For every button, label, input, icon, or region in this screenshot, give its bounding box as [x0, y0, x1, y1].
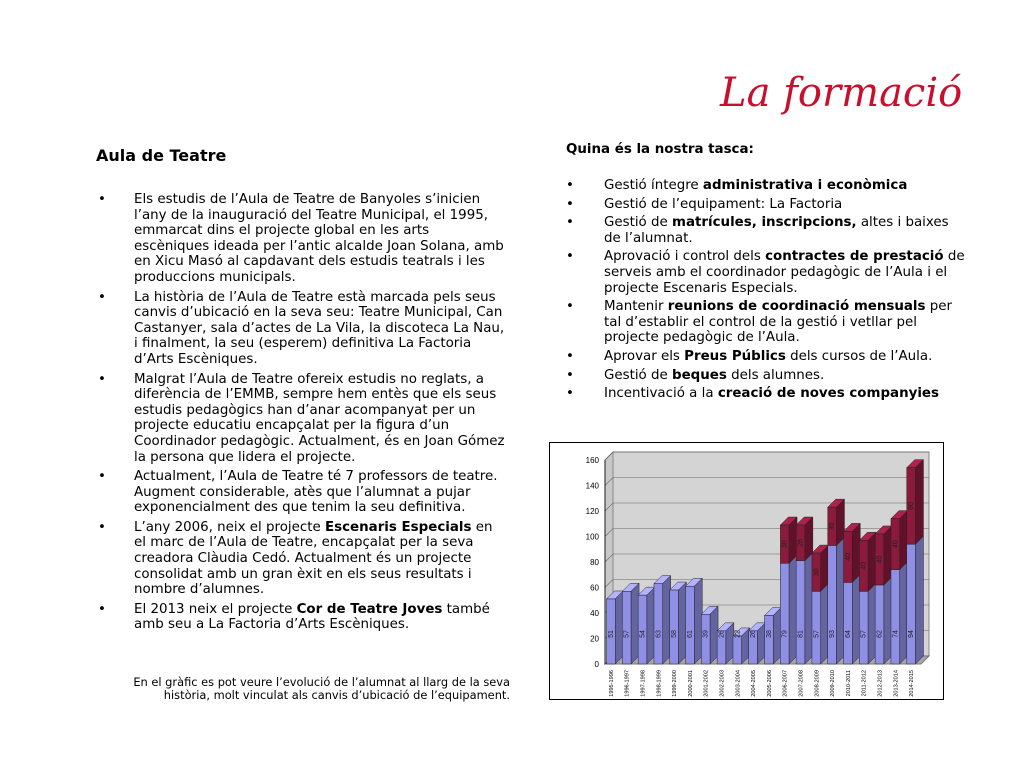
x-tick-label: 2012-2013: [877, 670, 884, 697]
data-label: 30: [813, 568, 821, 577]
bar-aula-side: [694, 578, 702, 664]
data-label: 57: [860, 630, 868, 638]
data-label: 40: [892, 540, 900, 549]
bar-aula: [844, 582, 853, 664]
data-label: 94: [908, 630, 916, 638]
data-label: 74: [892, 630, 900, 638]
x-tick-label: 2014-2015: [909, 670, 916, 697]
bar-aula-side: [789, 555, 797, 664]
data-label: 39: [702, 630, 710, 638]
right-heading: Quina és la nostra tasca:: [566, 142, 754, 157]
y-tick-label: 100: [585, 532, 599, 542]
bar-aula: [765, 616, 774, 664]
y-tick-label: 40: [590, 609, 599, 618]
data-label: 58: [671, 630, 679, 638]
bar-aula-side: [821, 583, 829, 664]
bullet-icon: •: [98, 601, 106, 617]
x-tick-label: 1995-1996: [608, 670, 615, 697]
left-heading: Aula de Teatre: [96, 146, 227, 165]
bullet-icon: •: [566, 196, 574, 212]
y-tick-label: 20: [590, 634, 599, 644]
x-tick-label: 2002-2003: [719, 670, 726, 697]
bullet-icon: •: [566, 299, 574, 315]
data-label: 22: [734, 630, 742, 638]
list-item: • Gestió íntegre administrativa i econòmica: [566, 178, 908, 193]
x-tick-label: 2004-2005: [751, 670, 758, 697]
list-item: • Gestió de l’equipament: La Factoria: [566, 196, 843, 212]
list-item: • La història de l’Aula de Teatre està marcada pels seus canvis d’ubicació en la seva seu: Teatre Municipal, Can Castanyer, sala d’actes de La Vila, la discoteca La Nau, i finalment, la seu (esperem) definitiva La Factoria d’Arts Escèniques.: [98, 289, 505, 367]
data-label: 26: [750, 630, 758, 638]
bar-aula: [859, 591, 868, 664]
y-tick-label: 120: [585, 507, 599, 516]
left-bullet-list: [98, 192, 508, 637]
x-tick-label: 2000-2001: [687, 670, 694, 697]
data-label: 81: [797, 630, 805, 638]
bar-aula: [796, 561, 805, 664]
data-label: 63: [655, 630, 663, 638]
data-label: 26: [718, 630, 726, 638]
bullet-icon: •: [566, 386, 574, 402]
bar-aula-side: [915, 536, 923, 664]
x-tick-label: 2010-2011: [845, 670, 852, 697]
bar-escenaris-side: [821, 545, 829, 591]
list-item: • Gestió de matrícules, inscripcions, altes i baixes de l’alumnat.: [566, 215, 949, 246]
x-tick-label: 1999-2000: [672, 670, 679, 697]
list-item: • Mantenir reunions de coordinació mensuals per tal d’establir el control de la gestió i vetllar pel projecte pedagògic de l’Aula.: [566, 299, 953, 346]
bullet-icon: •: [566, 215, 574, 231]
right-bullet-list: [566, 178, 966, 405]
bullet-icon: •: [566, 348, 574, 364]
bar-aula: [780, 563, 789, 664]
bar-escenaris-side: [868, 532, 876, 591]
bar-escenaris-side: [789, 517, 797, 563]
bar-aula-side: [852, 574, 860, 664]
x-tick-label: 1996-1997: [624, 670, 631, 697]
data-label: 60: [908, 502, 916, 510]
y-tick-label: 160: [585, 456, 599, 465]
x-tick-label: 2013-2014: [893, 670, 900, 697]
bullet-icon: •: [98, 469, 106, 485]
list-item: • Gestió de beques dels alumnes.: [566, 367, 825, 383]
data-label: 79: [781, 630, 789, 638]
x-tick-label: 2005-2006: [766, 670, 773, 697]
bar-aula: [654, 584, 663, 664]
bar-aula-side: [900, 562, 908, 664]
list-item: • El 2013 neix el projecte Cor de Teatre Joves també amb seu a La Factoria d’Arts Escèniques.: [98, 601, 490, 633]
bar-escenaris-side: [852, 523, 860, 582]
bar-escenaris-side: [805, 517, 813, 561]
bar-aula: [875, 585, 884, 664]
x-tick-label: 2008-2009: [814, 670, 821, 697]
data-label: 40: [844, 553, 852, 561]
bullet-icon: •: [98, 519, 106, 535]
x-tick-label: 2003-2004: [735, 670, 742, 697]
data-label: 64: [844, 630, 852, 638]
enrollment-chart: [549, 442, 944, 700]
chart-caption: En el gràfic es pot veure l’evolució de l’alumnat al llarg de la seva història, molt vinculat als canvis d’ubicació de l’equipament.: [133, 675, 510, 702]
data-label: 30: [829, 522, 837, 531]
bar-aula: [670, 590, 679, 664]
bullet-icon: •: [98, 371, 106, 387]
data-label: 38: [765, 630, 773, 638]
list-item: • Aprovació i control dels contractes de prestació de serveis amb el coordinador pedagògic de l’Aula i el projecte Escenaris Especials.: [566, 249, 965, 296]
x-tick-label: 2001-2002: [703, 670, 710, 697]
bar-aula: [686, 586, 695, 664]
y-tick-label: 140: [585, 481, 599, 491]
bar-aula: [622, 591, 631, 664]
bar-aula-side: [868, 583, 876, 664]
x-tick-label: 1997-1998: [640, 670, 647, 697]
bar-escenaris-side: [884, 526, 892, 585]
bullet-icon: •: [566, 178, 574, 193]
x-tick-label: 2007-2008: [798, 670, 805, 697]
x-tick-label: 2009-2010: [830, 670, 837, 697]
bar-escenaris-side: [915, 460, 923, 545]
bar-aula-side: [836, 537, 844, 664]
bar-aula: [638, 595, 647, 664]
data-label: 28: [797, 538, 805, 547]
page-title: La formació: [720, 70, 963, 116]
bar-aula-side: [678, 582, 686, 664]
bullet-icon: •: [566, 249, 574, 265]
data-label: 54: [639, 630, 647, 638]
bar-escenaris-side: [900, 511, 908, 570]
data-label: 40: [860, 561, 868, 570]
y-tick-label: 0: [594, 660, 599, 669]
bullet-icon: •: [98, 192, 106, 207]
list-item: • Actualment, l’Aula de Teatre té 7 professors de teatre. Augment considerable, atès que l’alumnat a pujar exponencialment des que tenim la seu definitiva.: [98, 469, 498, 516]
bar-aula-side: [647, 587, 655, 664]
data-label: 30: [781, 540, 789, 549]
bar-aula-side: [805, 553, 813, 664]
bar-aula: [701, 614, 710, 664]
list-item: • Els estudis de l’Aula de Teatre de Banyoles s’inicien l’any de la inauguració del Teatre Municipal, el 1995, emmarcat dins el projecte global en les arts escèniques ideada per l’antic alcalde Joan Solana, amb en Xicu Masó al capdavant dels estudis teatrals i les produccions municipals.: [98, 192, 504, 285]
list-item: • Malgrat l’Aula de Teatre ofereix estudis no reglats, a diferència de l’EMMB, sempre hem entès que els seus estudis pedagògics han d’anar acompanyat per un projecte educatiu encapçalat per la figura d’un Coordinador pedagògic. Actualment, és en Joan Gómez la persona que lidera el projecte.: [98, 371, 505, 465]
data-label: 40: [876, 555, 884, 564]
y-tick-label: 60: [590, 583, 599, 593]
data-label: 62: [876, 630, 884, 638]
list-item: • Aprovar els Preus Públics dels cursos de l’Aula.: [566, 348, 933, 364]
bar-aula-side: [615, 591, 623, 664]
bar-aula-side: [631, 583, 639, 664]
data-label: 61: [686, 630, 694, 638]
bar-aula-side: [663, 576, 671, 664]
bar-aula: [812, 591, 821, 664]
bar-aula-side: [884, 577, 892, 664]
bar-aula-side: [773, 608, 781, 664]
x-tick-label: 2006-2007: [782, 670, 789, 697]
bar-aula: [828, 545, 837, 664]
bullet-icon: •: [566, 367, 574, 383]
bar-aula: [733, 636, 742, 664]
list-item: • L’any 2006, neix el projecte Escenaris Especials en el marc de l’Aula de Teatre, encapçalat per la seva creadora Clàudia Cedó. Actualment és un projecte consolidat amb un gran èxit en els seus resultats i nombre d’alumnes.: [98, 519, 493, 598]
bar-aula: [907, 544, 916, 664]
data-label: 93: [829, 630, 837, 638]
bar-aula: [891, 570, 900, 664]
x-tick-label: 1998-1999: [656, 670, 663, 697]
data-label: 57: [813, 630, 821, 638]
data-label: 57: [623, 630, 631, 638]
list-item: • Incentivació a la creació de noves companyies: [566, 386, 939, 402]
bullet-icon: •: [98, 289, 106, 305]
data-label: 51: [607, 630, 615, 638]
bar-escenaris-side: [836, 499, 844, 545]
y-tick-label: 80: [590, 558, 599, 567]
x-tick-label: 2011-2012: [861, 670, 868, 697]
bar-aula-side: [710, 606, 718, 664]
